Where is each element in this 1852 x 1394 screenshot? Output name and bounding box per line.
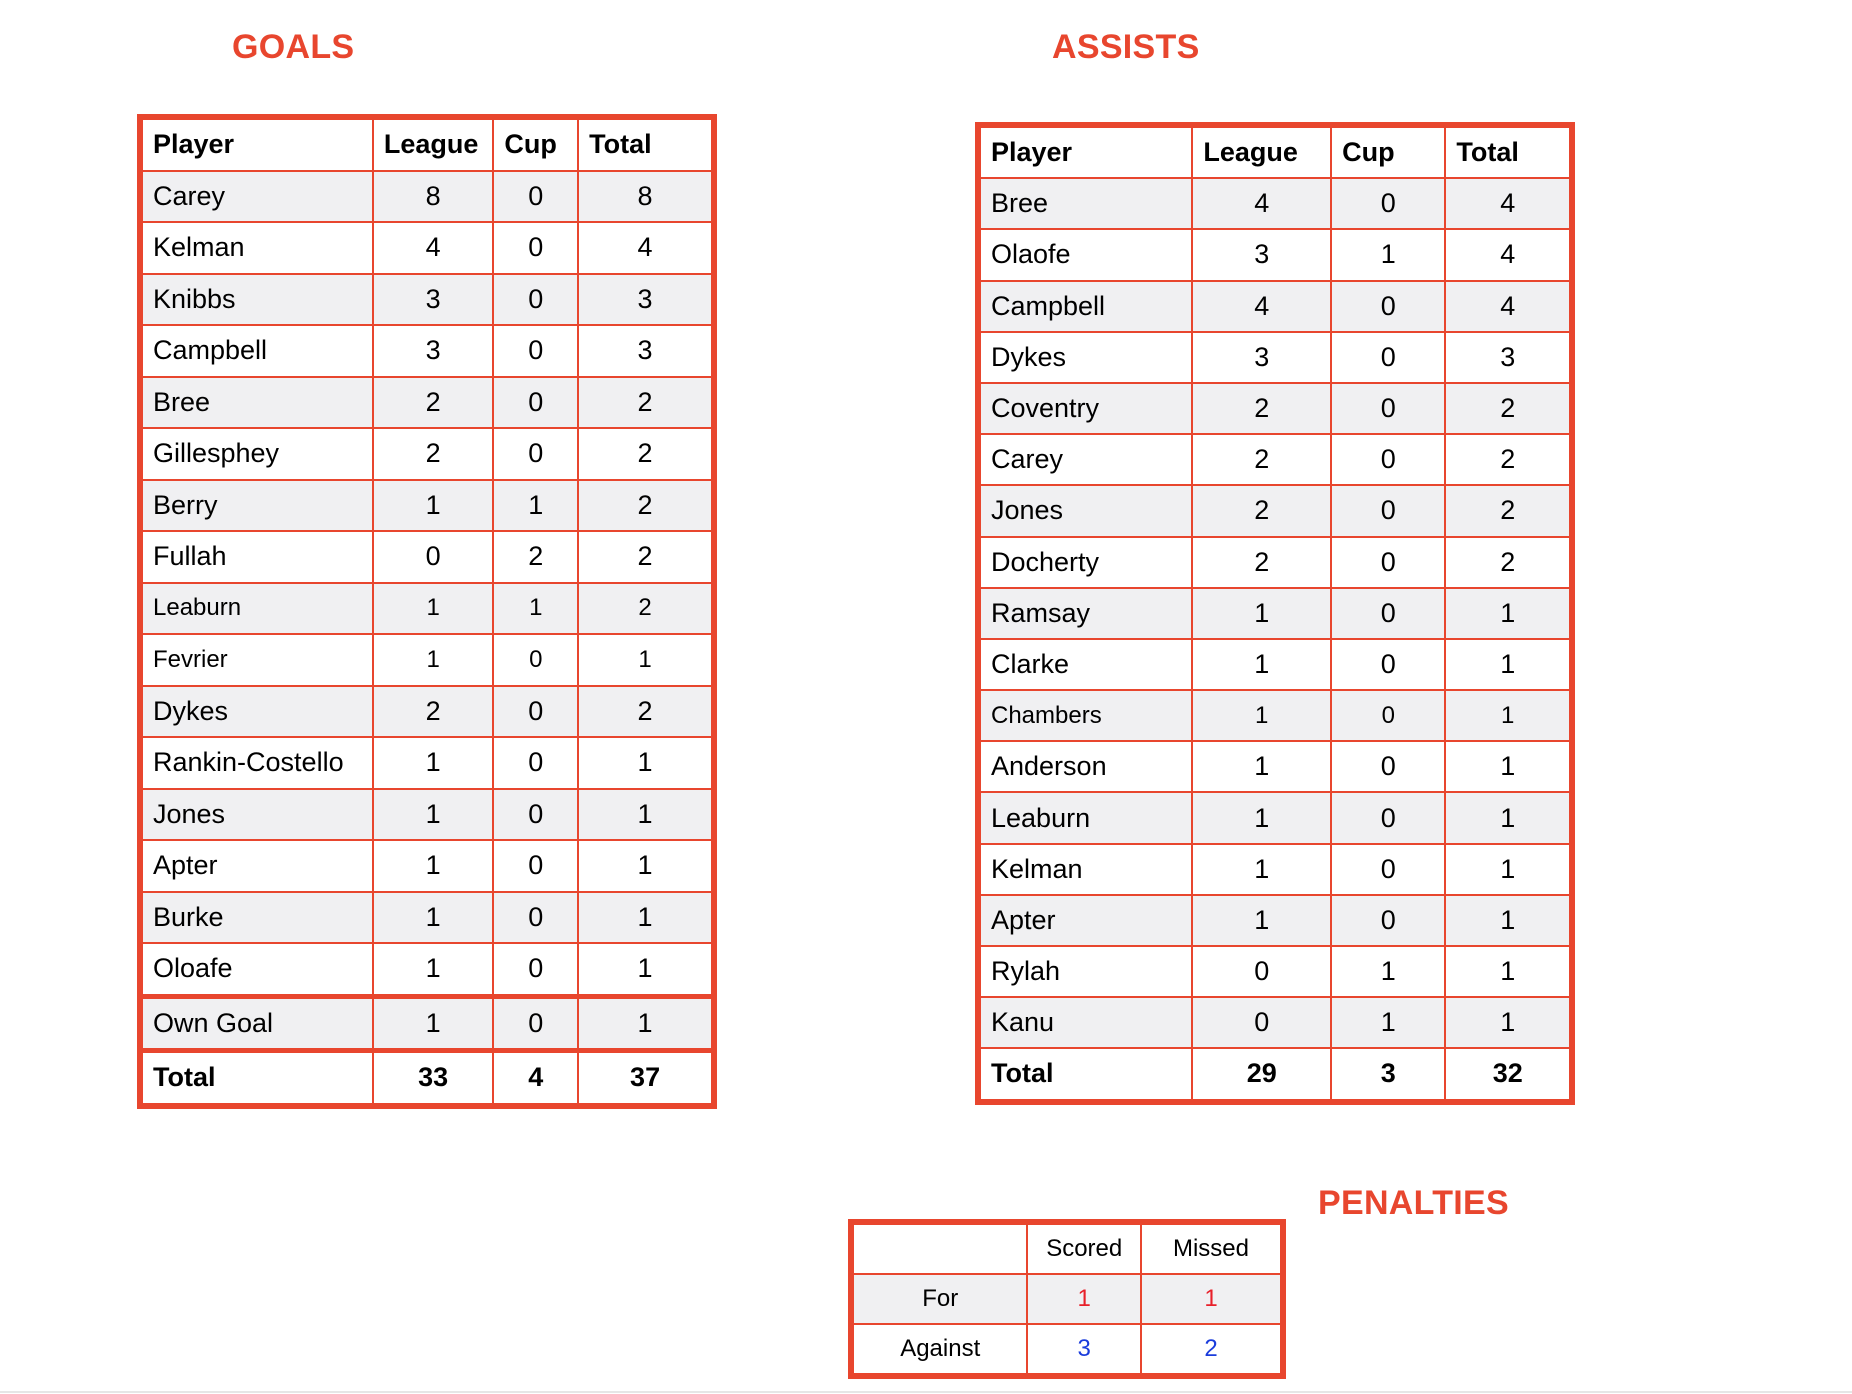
total-value: 1 <box>1445 946 1572 997</box>
header-total: Total <box>1445 125 1572 178</box>
goals-table <box>137 114 717 1109</box>
total-value: 1 <box>1445 741 1572 792</box>
row-label-against: Against <box>851 1324 1027 1376</box>
total-value: 1 <box>578 789 714 841</box>
league-value: 1 <box>373 634 494 686</box>
league-value: 1 <box>373 583 494 635</box>
cup-value: 1 <box>493 583 578 635</box>
player-name: Knibbs <box>140 274 373 326</box>
total-league: 29 <box>1192 1048 1331 1101</box>
player-name: Ramsay <box>978 588 1192 639</box>
league-value: 1 <box>1192 844 1331 895</box>
cup-value: 0 <box>493 377 578 429</box>
table-row <box>978 332 1572 383</box>
league-value: 0 <box>1192 997 1331 1048</box>
league-value: 0 <box>373 531 494 583</box>
assists-total-row <box>978 1048 1572 1101</box>
penalties-for-row <box>851 1274 1283 1324</box>
total-total: 37 <box>578 1051 714 1106</box>
table-row <box>978 741 1572 792</box>
table-row <box>978 281 1572 332</box>
total-value: 1 <box>578 943 714 996</box>
header-missed: Missed <box>1141 1222 1283 1274</box>
player-name: Burke <box>140 892 373 944</box>
table-row <box>978 792 1572 843</box>
table-row <box>978 690 1572 741</box>
league-value: 2 <box>373 377 494 429</box>
cup-value: 1 <box>1331 229 1445 280</box>
league-value: 4 <box>373 222 494 274</box>
cup-value: 0 <box>493 737 578 789</box>
player-name: Apter <box>978 895 1192 946</box>
table-row <box>140 325 714 377</box>
player-name: Rankin-Costello <box>140 737 373 789</box>
table-row <box>140 840 714 892</box>
cup-value: 0 <box>493 996 578 1051</box>
table-row <box>978 997 1572 1048</box>
penalties-title: PENALTIES <box>1318 1184 1509 1222</box>
league-value: 0 <box>1192 946 1331 997</box>
cup-value: 0 <box>493 428 578 480</box>
total-value: 4 <box>1445 229 1572 280</box>
table-row <box>140 583 714 635</box>
total-value: 2 <box>578 377 714 429</box>
goals-total-row <box>140 1051 714 1106</box>
player-name: Campbell <box>140 325 373 377</box>
cup-value: 0 <box>493 325 578 377</box>
cup-value: 0 <box>493 274 578 326</box>
total-value: 1 <box>578 996 714 1051</box>
cup-value: 0 <box>493 892 578 944</box>
player-name: Leaburn <box>140 583 373 635</box>
player-name: Campbell <box>978 281 1192 332</box>
header-cup: Cup <box>493 117 578 171</box>
cup-value: 0 <box>493 686 578 738</box>
league-value: 2 <box>1192 485 1331 536</box>
league-value: 1 <box>373 996 494 1051</box>
table-row <box>140 686 714 738</box>
total-value: 1 <box>1445 844 1572 895</box>
cup-value: 0 <box>1331 588 1445 639</box>
total-value: 2 <box>1445 485 1572 536</box>
header-player: Player <box>140 117 373 171</box>
cup-value: 0 <box>1331 895 1445 946</box>
league-value: 1 <box>1192 588 1331 639</box>
league-value: 1 <box>1192 690 1331 741</box>
table-row <box>978 844 1572 895</box>
cup-value: 0 <box>493 840 578 892</box>
cup-value: 1 <box>1331 946 1445 997</box>
player-name: Kanu <box>978 997 1192 1048</box>
player-name: Dykes <box>140 686 373 738</box>
total-value: 1 <box>1445 895 1572 946</box>
cup-value: 0 <box>1331 741 1445 792</box>
cup-value: 1 <box>1331 997 1445 1048</box>
penalties-against-row <box>851 1324 1283 1376</box>
cup-value: 0 <box>1331 639 1445 690</box>
cup-value: 0 <box>1331 178 1445 229</box>
player-name: Clarke <box>978 639 1192 690</box>
cup-value: 0 <box>1331 844 1445 895</box>
total-value: 2 <box>578 480 714 532</box>
row-label-for: For <box>851 1274 1027 1324</box>
player-name: Kelman <box>140 222 373 274</box>
total-value: 1 <box>578 892 714 944</box>
player-name: Apter <box>140 840 373 892</box>
total-cup: 4 <box>493 1051 578 1106</box>
total-value: 3 <box>1445 332 1572 383</box>
table-row <box>140 222 714 274</box>
league-value: 4 <box>1192 178 1331 229</box>
player-name: Carey <box>978 434 1192 485</box>
header-league: League <box>373 117 494 171</box>
cup-value: 0 <box>1331 792 1445 843</box>
league-value: 3 <box>373 325 494 377</box>
player-name: Own Goal <box>140 996 373 1051</box>
table-row <box>978 895 1572 946</box>
player-name: Fullah <box>140 531 373 583</box>
player-name: Anderson <box>978 741 1192 792</box>
total-value: 1 <box>1445 588 1572 639</box>
player-name: Bree <box>140 377 373 429</box>
player-name: Olaofe <box>978 229 1192 280</box>
league-value: 1 <box>1192 792 1331 843</box>
table-row <box>140 377 714 429</box>
cup-value: 0 <box>1331 332 1445 383</box>
league-value: 2 <box>1192 537 1331 588</box>
league-value: 1 <box>1192 639 1331 690</box>
penalties-table <box>848 1219 1286 1379</box>
total-value: 2 <box>1445 383 1572 434</box>
player-name: Leaburn <box>978 792 1192 843</box>
penalties-header-row <box>851 1222 1283 1274</box>
cup-value: 0 <box>493 222 578 274</box>
league-value: 2 <box>1192 434 1331 485</box>
player-name: Kelman <box>978 844 1192 895</box>
against-scored: 3 <box>1027 1324 1141 1376</box>
goals-title: GOALS <box>232 28 355 66</box>
league-value: 2 <box>1192 383 1331 434</box>
cup-value: 0 <box>493 634 578 686</box>
cup-value: 0 <box>493 171 578 223</box>
cup-value: 0 <box>1331 281 1445 332</box>
table-row <box>978 537 1572 588</box>
league-value: 1 <box>373 737 494 789</box>
for-missed: 1 <box>1141 1274 1283 1324</box>
player-name: Carey <box>140 171 373 223</box>
assists-table <box>975 122 1575 1105</box>
table-row <box>978 434 1572 485</box>
header-player: Player <box>978 125 1192 178</box>
header-total: Total <box>578 117 714 171</box>
table-row <box>140 274 714 326</box>
cup-value: 0 <box>493 789 578 841</box>
table-row <box>140 634 714 686</box>
against-missed: 2 <box>1141 1324 1283 1376</box>
player-name: Docherty <box>978 537 1192 588</box>
bottom-divider <box>0 1391 1852 1393</box>
table-row <box>978 946 1572 997</box>
total-value: 2 <box>578 531 714 583</box>
total-value: 3 <box>578 325 714 377</box>
table-row <box>140 428 714 480</box>
total-value: 1 <box>1445 997 1572 1048</box>
table-row <box>140 789 714 841</box>
league-value: 2 <box>373 428 494 480</box>
total-value: 1 <box>1445 639 1572 690</box>
league-value: 1 <box>373 789 494 841</box>
total-value: 4 <box>1445 178 1572 229</box>
league-value: 4 <box>1192 281 1331 332</box>
table-row <box>140 892 714 944</box>
league-value: 8 <box>373 171 494 223</box>
table-row <box>140 480 714 532</box>
total-value: 4 <box>1445 281 1572 332</box>
header-league: League <box>1192 125 1331 178</box>
league-value: 1 <box>373 480 494 532</box>
total-value: 1 <box>578 634 714 686</box>
table-row <box>140 737 714 789</box>
cup-value: 0 <box>1331 690 1445 741</box>
total-value: 1 <box>1445 690 1572 741</box>
table-row <box>140 996 714 1051</box>
table-row <box>978 588 1572 639</box>
total-label: Total <box>140 1051 373 1106</box>
total-total: 32 <box>1445 1048 1572 1101</box>
player-name: Dykes <box>978 332 1192 383</box>
league-value: 3 <box>1192 229 1331 280</box>
table-row <box>978 383 1572 434</box>
cup-value: 0 <box>1331 434 1445 485</box>
assists-header-row <box>978 125 1572 178</box>
league-value: 1 <box>373 943 494 996</box>
header-scored: Scored <box>1027 1222 1141 1274</box>
table-row <box>978 639 1572 690</box>
total-value: 1 <box>578 840 714 892</box>
league-value: 1 <box>1192 741 1331 792</box>
cup-value: 0 <box>1331 383 1445 434</box>
for-scored: 1 <box>1027 1274 1141 1324</box>
total-label: Total <box>978 1048 1192 1101</box>
player-name: Rylah <box>978 946 1192 997</box>
player-name: Chambers <box>978 690 1192 741</box>
table-row <box>978 485 1572 536</box>
total-value: 1 <box>578 737 714 789</box>
total-value: 2 <box>578 686 714 738</box>
table-row <box>140 171 714 223</box>
total-value: 2 <box>578 428 714 480</box>
player-name: Jones <box>978 485 1192 536</box>
table-row <box>140 531 714 583</box>
total-value: 8 <box>578 171 714 223</box>
total-value: 2 <box>1445 434 1572 485</box>
table-row <box>978 229 1572 280</box>
total-value: 2 <box>578 583 714 635</box>
player-name: Coventry <box>978 383 1192 434</box>
assists-title: ASSISTS <box>1052 28 1200 66</box>
cup-value: 0 <box>1331 537 1445 588</box>
cup-value: 0 <box>493 943 578 996</box>
goals-header-row <box>140 117 714 171</box>
total-value: 2 <box>1445 537 1572 588</box>
total-value: 1 <box>1445 792 1572 843</box>
total-value: 3 <box>578 274 714 326</box>
total-value: 4 <box>578 222 714 274</box>
penalties-corner-cell <box>851 1222 1027 1274</box>
cup-value: 2 <box>493 531 578 583</box>
league-value: 3 <box>1192 332 1331 383</box>
player-name: Bree <box>978 178 1192 229</box>
header-cup: Cup <box>1331 125 1445 178</box>
player-name: Berry <box>140 480 373 532</box>
cup-value: 0 <box>1331 485 1445 536</box>
league-value: 1 <box>1192 895 1331 946</box>
league-value: 3 <box>373 274 494 326</box>
league-value: 2 <box>373 686 494 738</box>
table-row <box>140 943 714 996</box>
player-name: Oloafe <box>140 943 373 996</box>
player-name: Jones <box>140 789 373 841</box>
total-league: 33 <box>373 1051 494 1106</box>
table-row <box>978 178 1572 229</box>
player-name: Gillesphey <box>140 428 373 480</box>
league-value: 1 <box>373 840 494 892</box>
total-cup: 3 <box>1331 1048 1445 1101</box>
player-name: Fevrier <box>140 634 373 686</box>
league-value: 1 <box>373 892 494 944</box>
cup-value: 1 <box>493 480 578 532</box>
